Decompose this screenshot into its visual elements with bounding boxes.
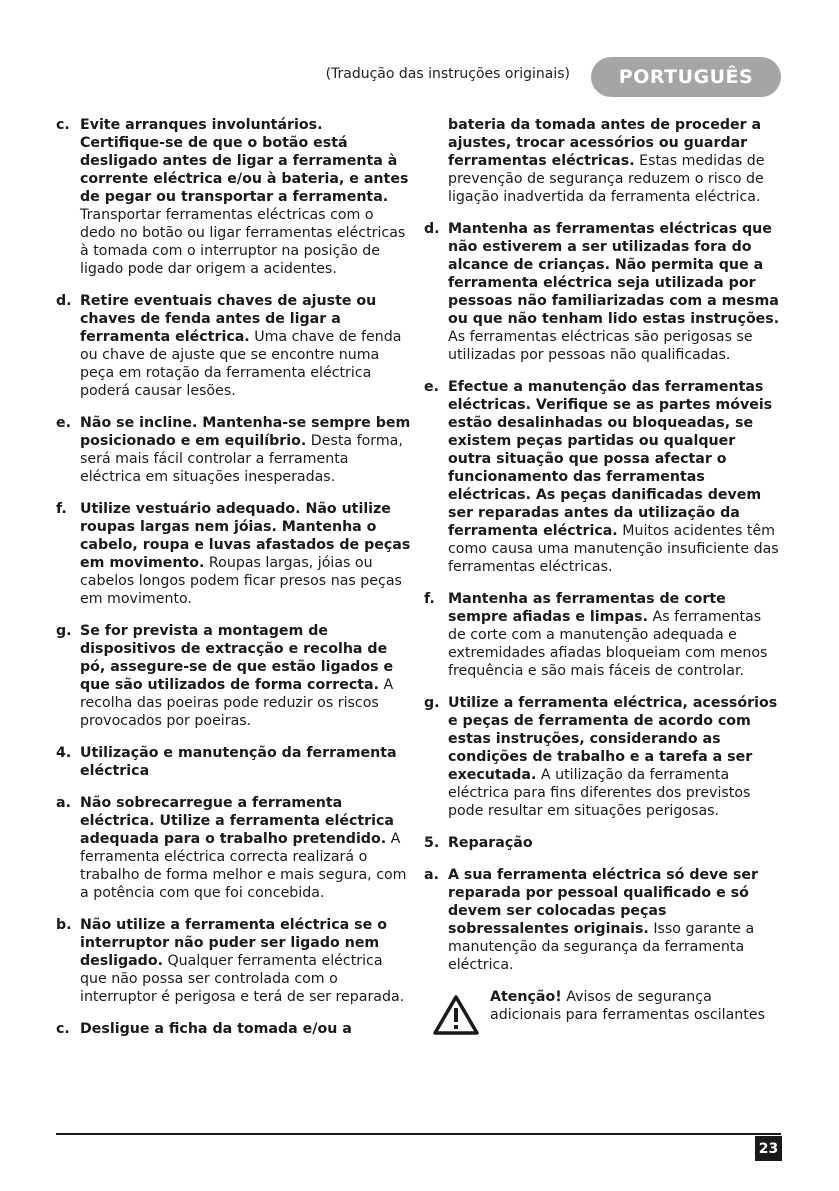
item-bold: Efectue a manutenção das ferramentas eléctricas. Verifique se as partes móveis estão desalinhadas ou bloqueadas, se existem peças partidas ou qualquer outra situação que possa afectar o funcionamento das ferramentas eléctricas. As peças danificadas devem ser reparadas antes da utilização da ferramenta eléctrica. [448,379,773,539]
item-marker: d. [424,221,440,237]
list-item [424,220,782,364]
item-text: Estas medidas de prevenção de segurança reduzem o risco de ligação inadvertida da ferramenta eléctrica. [448,153,765,205]
list-item [424,866,782,974]
list-item [56,916,411,1006]
section-heading [424,834,782,852]
item-text: Desta forma, será mais fácil controlar a ferramenta eléctrica em situações inesperadas. [80,433,403,485]
item-bold: Se for prevista a montagem de dispositivos de extracção e recolha de pó, assegure-se de que estão ligados e que são utilizados de forma correcta. [80,623,394,693]
item-marker: f. [424,591,435,607]
item-text: As ferramentas de corte com a manutenção adequada e extremidades afiadas bloqueiam com menos frequência e são mais fáceis de controlar. [448,609,768,679]
item-bold: bateria da tomada antes de proceder a ajustes, trocar acessórios ou guardar ferramentas eléctricas. [448,117,762,169]
list-item [56,622,411,730]
item-marker: e. [56,415,72,431]
left-column [56,116,411,1052]
right-column [424,116,782,1036]
item-text: Isso garante a manutenção da segurança da ferramenta eléctrica. [448,921,755,973]
list-item [424,378,782,576]
item-bold: Retire eventuais chaves de ajuste ou chaves de fenda antes de ligar a ferramenta eléctrica. [80,293,377,345]
warning-triangle-icon [432,994,480,1036]
item-text: Qualquer ferramenta eléctrica que não possa ser controlada com o interruptor é perigosa e terá de ser reparada. [80,953,405,1005]
item-text: A ferramenta eléctrica correcta realizará o trabalho de forma melhor e mais segura, com a potência com que foi concebida. [80,831,407,901]
item-text: A utilização da ferramenta eléctrica para fins diferentes dos previstos pode resultar em situações perigosas. [448,767,751,819]
item-marker: c. [56,1021,70,1037]
item-text: As ferramentas eléctricas são perigosas se utilizadas por pessoas não qualificadas. [448,329,753,363]
list-item [56,116,411,278]
item-bold: Mantenha as ferramentas de corte sempre afiadas e limpas. [448,591,726,625]
language-badge: PORTUGUÊS [591,57,781,97]
item-bold: Evite arranques involuntários. Certifique-se de que o botão está desligado antes de ligar a ferramenta à corrente eléctrica e/ou à bateria, e antes de pegar ou transportar a ferramenta. [80,117,409,205]
page-number: 23 [755,1136,782,1161]
item-bold: A sua ferramenta eléctrica só deve ser reparada por pessoal qualificado e só devem ser colocadas peças sobressalentes originais. [448,867,759,937]
list-item-continued [424,116,782,206]
item-bold: Utilize vestuário adequado. Não utilize roupas largas nem jóias. Mantenha o cabelo, roupa e luvas afastados de peças em movimento. [80,501,411,571]
item-text: Roupas largas, jóias ou cabelos longos podem ficar presos nas peças em movimento. [80,555,402,607]
item-bold: Não sobrecarregue a ferramenta eléctrica. Utilize a ferramenta eléctrica adequada para o trabalho pretendido. [80,795,395,847]
footer-rule [56,1133,781,1135]
item-bold: Não utilize a ferramenta eléctrica se o interruptor não puder ser ligado nem desligado. [80,917,387,969]
item-bold: Desligue a ficha da tomada e/ou a [80,1021,352,1037]
list-item [56,794,411,902]
list-item [56,292,411,400]
item-bold: Utilize a ferramenta eléctrica, acessórios e peças de ferramenta de acordo com estas instruções, considerando as condições de trabalho e a tarefa a ser executada. [448,695,778,783]
list-item [56,414,411,486]
item-marker: d. [56,293,72,309]
item-marker: a. [56,795,71,811]
item-marker: a. [424,867,439,883]
warning-note [432,988,782,1036]
list-item [424,694,782,820]
section-heading [56,744,411,780]
warning-label: Atenção! [490,989,562,1005]
section-title: Reparação [448,835,533,851]
item-marker: e. [424,379,440,395]
item-marker: g. [424,695,440,711]
list-item [56,500,411,608]
item-bold: Não se incline. Mantenha-se sempre bem posicionado e em equilíbrio. [80,415,411,449]
section-number: 5. [424,835,440,851]
section-title: Utilização e manutenção da ferramenta eléctrica [80,745,397,779]
item-text: A recolha das poeiras pode reduzir os riscos provocados por poeiras. [80,677,394,729]
item-marker [424,116,448,206]
item-marker: f. [56,501,67,517]
section-number: 4. [56,745,72,761]
item-bold: Mantenha as ferramentas eléctricas que não estiverem a ser utilizadas fora do alcance de crianças. Não permita que a ferramenta eléctrica seja utilizada por pessoas não familiarizadas com a mesma ou que não tenham lido estas instruções. [448,221,780,327]
warning-text: Avisos de segurança adicionais para ferramentas oscilantes [490,989,765,1023]
item-text: Transportar ferramentas eléctricas com o dedo no botão ou ligar ferramentas eléctricas à tomada com o interruptor na posição de ligado pode dar origem a acidentes. [80,207,406,277]
item-text: Muitos acidentes têm como causa uma manutenção insuficiente das ferramentas eléctricas. [448,523,779,575]
item-text: Uma chave de fenda ou chave de ajuste que se encontre numa peça em rotação da ferramenta eléctrica poderá causar lesões. [80,329,402,399]
item-marker: b. [56,917,72,933]
header-subtitle: (Tradução das instruções originais) [325,66,570,82]
list-item [56,1020,411,1038]
item-marker: c. [56,117,70,133]
list-item [424,590,782,680]
item-marker: g. [56,623,72,639]
warning-text-block [490,988,782,1024]
